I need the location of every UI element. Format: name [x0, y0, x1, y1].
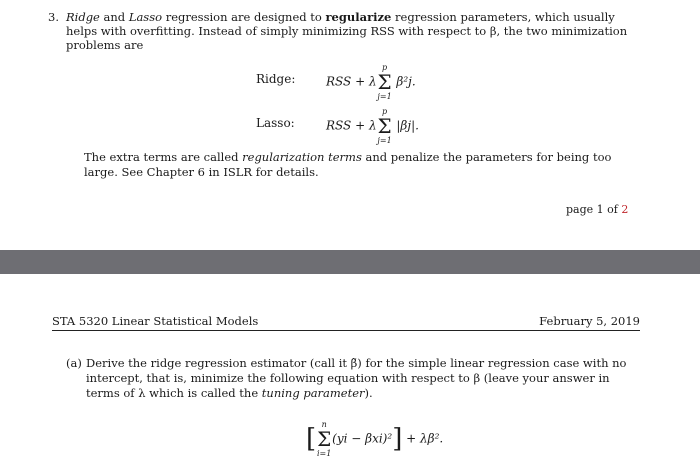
- objective-body: (yi − βxi)²: [332, 431, 393, 446]
- term-ridge: Ridge: [66, 10, 100, 24]
- sigma-symbol: Σ: [317, 427, 332, 451]
- part-text: ).: [364, 386, 373, 400]
- course-title: STA 5320 Linear Statistical Models: [52, 314, 259, 328]
- lasso-term: |βj|.: [396, 118, 419, 133]
- lasso-math: [326, 107, 419, 145]
- page-label: page 1 of: [566, 203, 622, 216]
- intro-text: regression parameters, which usually helps with overfitting. Instead of simply minimizing RSS with respect to β, the two minimization problems are: [66, 10, 628, 52]
- term-regularize: regularize: [325, 10, 392, 24]
- explanation-text: and penalize the parameters for being too large. See Chapter 6 in ISLR for details.: [84, 150, 612, 179]
- header-date: February 5, 2019: [539, 314, 640, 328]
- sum-lower-limit: i=1: [316, 449, 332, 458]
- intro-text: and: [99, 10, 129, 24]
- part-text: Derive the ridge regression estimator (call it β̃) for the simple linear regression case with no intercept, that is, minimize the following equation with respect to β (leave your answer in terms of λ which is called the: [86, 356, 627, 400]
- open-bracket: [: [306, 424, 317, 454]
- ridge-term: β²j.: [396, 74, 416, 89]
- sum-upper-limit: n: [321, 420, 327, 429]
- sum-upper-limit: p: [382, 63, 388, 72]
- close-bracket: ]: [392, 424, 403, 454]
- ridge-label: Ridge:: [256, 72, 296, 86]
- sigma-symbol: Σ: [377, 114, 392, 138]
- ridge-math: [326, 63, 416, 101]
- sum-upper-limit: p: [382, 107, 388, 116]
- question-paragraph: [48, 10, 646, 52]
- sum-lower-limit: j=1: [377, 136, 392, 145]
- question-number: 3.: [48, 10, 59, 24]
- term-tuning-parameter: tuning parameter: [261, 386, 365, 400]
- explanation-text: The extra terms are called: [84, 150, 243, 164]
- page-total-link[interactable]: 2: [621, 203, 629, 216]
- ridge-sum: [377, 63, 393, 101]
- term-lasso: Lasso: [128, 10, 163, 24]
- lasso-sum: [377, 107, 393, 145]
- explanation-paragraph: [84, 150, 644, 180]
- part-a: [66, 356, 646, 401]
- intro-text: regression are designed to: [162, 10, 326, 24]
- header-rule: [52, 330, 640, 331]
- sum-lower-limit: j=1: [377, 92, 392, 101]
- page-gap: [0, 250, 700, 274]
- page-number: [566, 203, 628, 216]
- ridge-lhs: RSS + λ: [326, 74, 377, 89]
- term-regularization: regularization terms: [242, 150, 362, 164]
- lasso-lhs: RSS + λ: [326, 118, 377, 133]
- sigma-symbol: Σ: [377, 70, 392, 94]
- part-label: (a): [66, 356, 82, 370]
- lasso-label: Lasso:: [256, 116, 295, 130]
- objective-tail: + λβ².: [402, 431, 444, 446]
- document-page-2: [0, 274, 700, 460]
- objective-sum: [316, 420, 332, 458]
- objective-equation: [306, 420, 444, 458]
